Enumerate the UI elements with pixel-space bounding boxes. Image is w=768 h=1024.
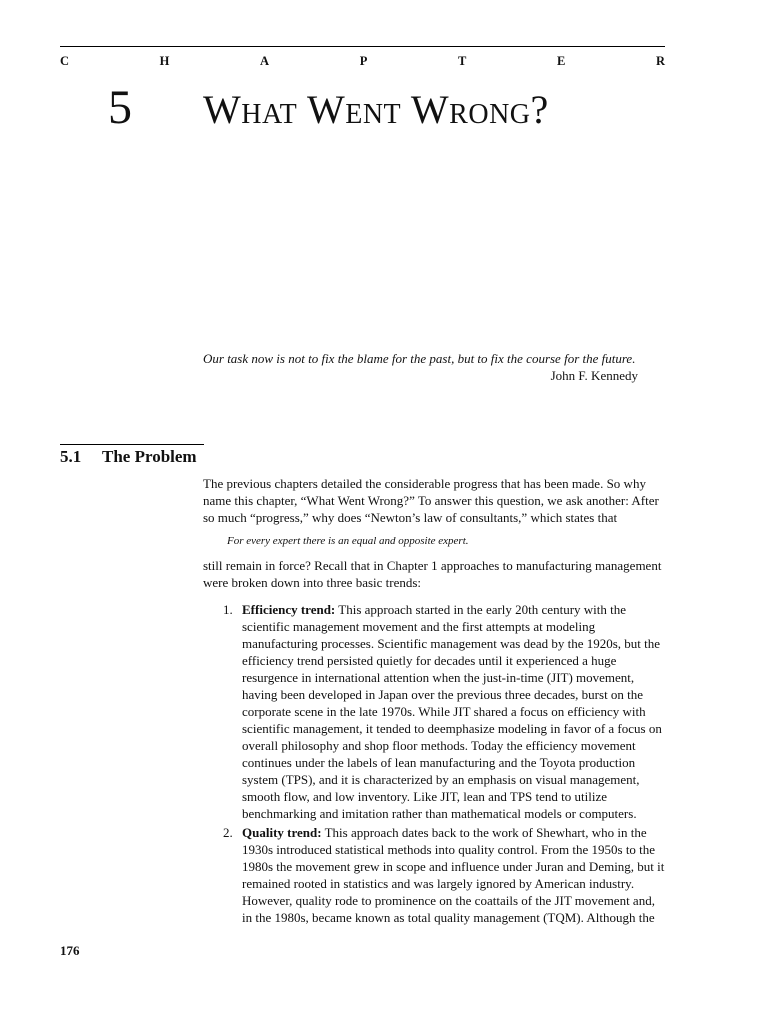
chapter-letter: H — [159, 54, 170, 68]
page-number: 176 — [60, 943, 80, 958]
chapter-letter: T — [458, 54, 467, 68]
chapter-letter: P — [359, 54, 368, 68]
trend-list — [203, 601, 666, 926]
top-rule — [60, 46, 665, 47]
chapter-letter: R — [655, 54, 665, 68]
chapter-letter: E — [556, 54, 566, 68]
body-text — [203, 475, 666, 928]
list-item — [203, 601, 666, 822]
chapter-letter: A — [260, 54, 270, 68]
list-marker: 1. — [223, 602, 233, 617]
chapter-title: What Went Wrong? — [203, 87, 549, 132]
list-marker: 2. — [223, 825, 233, 840]
chapter-letter: C — [60, 54, 70, 68]
section-title: The Problem — [102, 447, 197, 466]
paragraph-intro: The previous chapters detailed the considerable progress that has been made. So why name this chapter, “What Went Wrong?” To answer this question, we ask another: After so much “progress,” why does “Newton’s law of consultants,” which states that — [203, 476, 659, 525]
paragraph-after-quote: still remain in force? Recall that in Chapter 1 approaches to manufacturing management were broken down into three basic trends: — [203, 558, 662, 590]
list-item — [203, 824, 666, 926]
chapter-label — [60, 54, 665, 69]
chapter-number: 5 — [108, 81, 132, 134]
list-item-text: This approach started in the early 20th century with the scientific management movement and the first attempts at modeling manufacturing processes. Scientific management was dead by the 1920s, but the efficiency trend persisted quietly for decades until it experienced a huge resurgence in international attention when the just-in-time (JIT) movement, having been developed in Japan over the previous three decades, burst on the corporate scene in the late 1970s. While JIT shared a focus on efficiency with scientific management, it tended to deemphasize modeling in favor of a focus on overall philosophy and shop floor methods. Today the efficiency movement continues under the labels of lean manufacturing and the Toyota production system (TPS), and it is characterized by an emphasis on visual management, smooth flow, and low inventory. Like JIT, lean and TPS tend to utilize benchmarking and imitation rather than mathematical models or computers. — [242, 602, 662, 821]
inline-quote: For every expert there is an equal and opposite expert. — [227, 535, 469, 547]
epigraph-author: John F. Kennedy — [550, 368, 638, 383]
section-number: 5.1 — [60, 447, 82, 466]
list-item-text: This approach dates back to the work of Shewhart, who in the 1930s introduced statistical methods into quality control. From the 1950s to the 1980s the movement grew in scope and influence under Juran and Deming, but it remained rooted in statistics and was largely ignored by American industry. However, quality rode to prominence on the coattails of the JIT movement and, in the 1980s, became known as total quality management (TQM). Although the — [242, 825, 665, 925]
epigraph — [203, 350, 643, 384]
list-item-lead: Efficiency trend: — [242, 602, 336, 617]
section-heading — [60, 444, 204, 467]
list-item-lead: Quality trend: — [242, 825, 322, 840]
epigraph-quote: Our task now is not to fix the blame for the past, but to fix the course for the future. — [203, 351, 636, 366]
